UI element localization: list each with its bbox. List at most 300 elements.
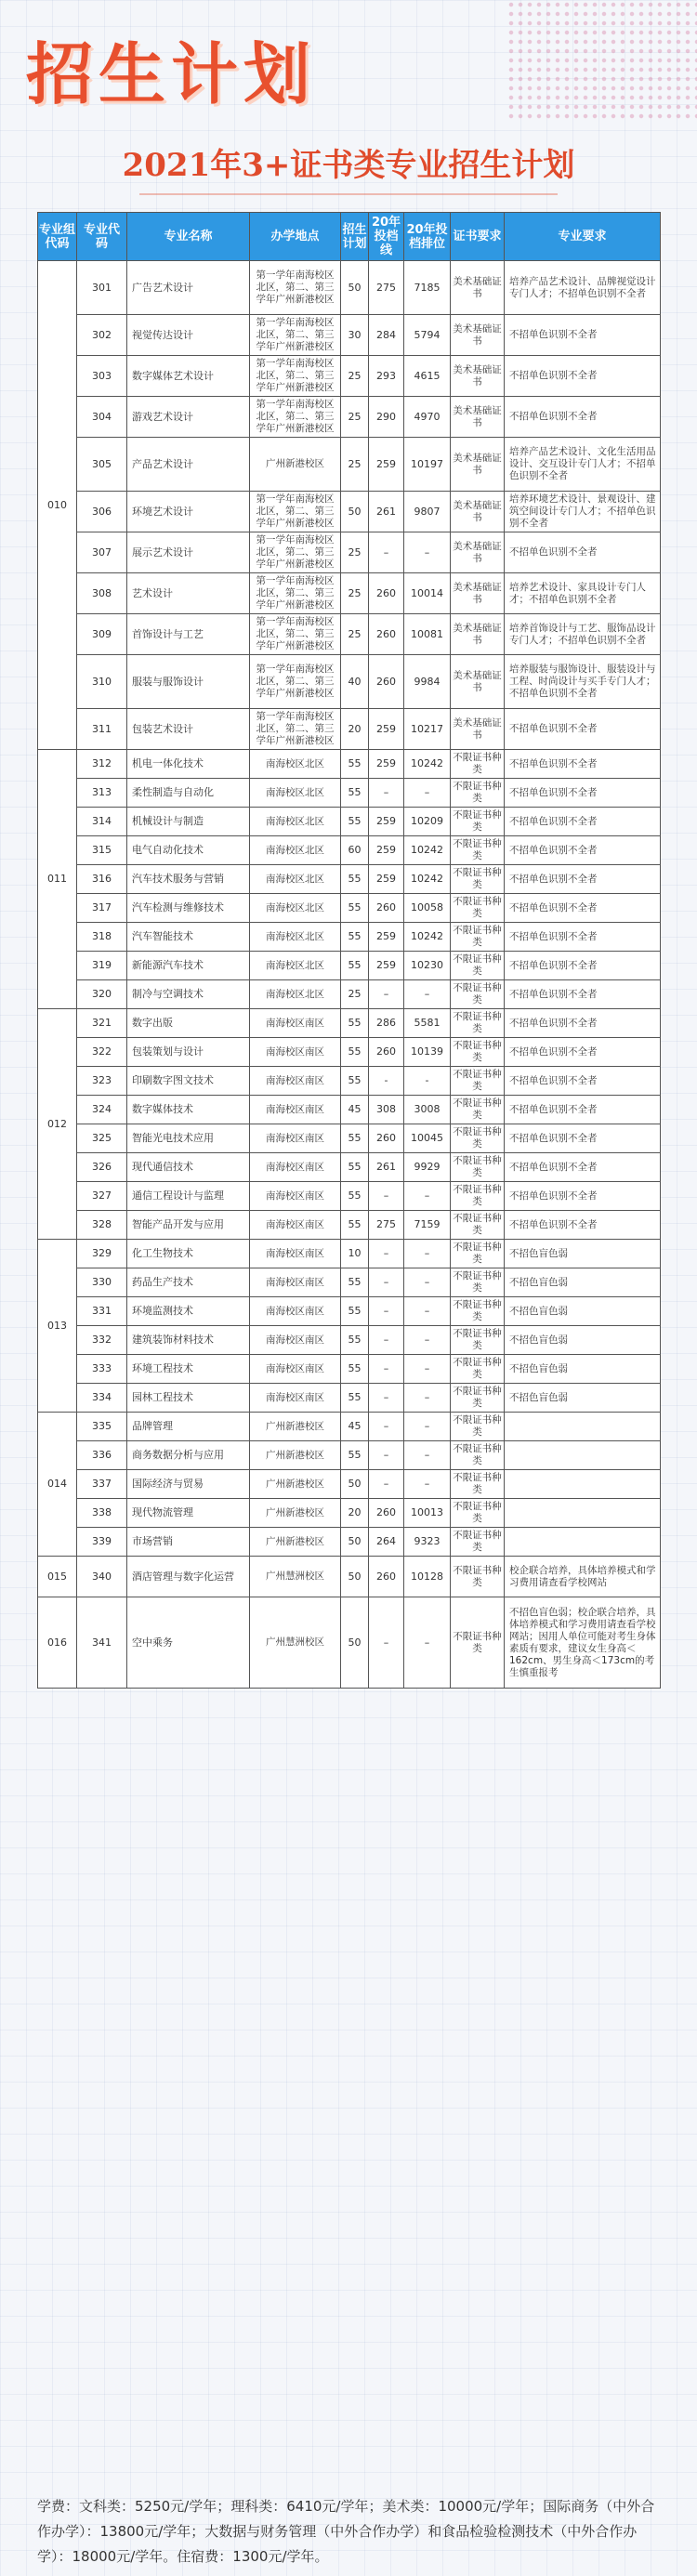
major-name: 现代物流管理: [127, 1499, 250, 1528]
major-name: 药品生产技术: [127, 1268, 250, 1297]
admission-score: 308: [369, 1096, 404, 1124]
table-body: [38, 261, 661, 1689]
certificate-requirement: 不限证书种类: [451, 980, 505, 1009]
table-row: [38, 315, 661, 356]
table-row: [38, 1413, 661, 1441]
major-name: 园林工程技术: [127, 1384, 250, 1413]
table-row: [38, 709, 661, 750]
plan-count: 50: [341, 1470, 369, 1499]
major-name: 建筑装饰材料技术: [127, 1326, 250, 1355]
table-row: [38, 356, 661, 397]
major-code: 337: [77, 1470, 127, 1499]
admission-rank: 3008: [404, 1096, 451, 1124]
table-row: [38, 865, 661, 894]
plan-count: 55: [341, 894, 369, 923]
campus-location: 第一学年南海校区北区，第二、第三学年广州新港校区: [250, 532, 341, 573]
table-row: [38, 808, 661, 836]
major-requirement: 不招色盲色弱: [505, 1268, 661, 1297]
admission-score: 259: [369, 952, 404, 980]
major-name: 酒店管理与数字化运营: [127, 1557, 250, 1597]
major-requirement: 不招单色识别不全者: [505, 980, 661, 1009]
campus-location: 第一学年南海校区北区，第二、第三学年广州新港校区: [250, 397, 341, 438]
major-code: 305: [77, 438, 127, 492]
admission-rank: –: [404, 1355, 451, 1384]
group-code: 011: [38, 750, 77, 1009]
table-row: [38, 1038, 661, 1067]
plan-count: 45: [341, 1413, 369, 1441]
table-row: [38, 1182, 661, 1211]
table-row: [38, 1499, 661, 1528]
campus-location: 南海校区北区: [250, 779, 341, 808]
certificate-requirement: 美术基础证书: [451, 709, 505, 750]
campus-location: 第一学年南海校区北区，第二、第三学年广州新港校区: [250, 261, 341, 315]
title-divider: [139, 193, 558, 195]
plan-count: 55: [341, 779, 369, 808]
plan-count: 50: [341, 1597, 369, 1689]
major-code: 324: [77, 1096, 127, 1124]
admission-rank: 4970: [404, 397, 451, 438]
certificate-requirement: 不限证书种类: [451, 865, 505, 894]
major-name: 产品艺术设计: [127, 438, 250, 492]
campus-location: 广州新港校区: [250, 1528, 341, 1557]
campus-location: 广州新港校区: [250, 438, 341, 492]
major-requirement: 不招单色识别不全者: [505, 532, 661, 573]
campus-location: 广州慧洲校区: [250, 1597, 341, 1689]
major-code: 322: [77, 1038, 127, 1067]
major-code: 332: [77, 1326, 127, 1355]
major-code: 328: [77, 1211, 127, 1240]
table-row: [38, 1297, 661, 1326]
admission-rank: –: [404, 1240, 451, 1268]
campus-location: 南海校区南区: [250, 1009, 341, 1038]
plan-count: 55: [341, 1384, 369, 1413]
table-row: [38, 1528, 661, 1557]
certificate-requirement: 不限证书种类: [451, 750, 505, 779]
admission-score: 259: [369, 865, 404, 894]
major-requirement: [505, 1499, 661, 1528]
major-code: 306: [77, 492, 127, 532]
admission-score: 286: [369, 1009, 404, 1038]
admission-score: 261: [369, 1153, 404, 1182]
major-requirement: 不招单色识别不全者: [505, 779, 661, 808]
admission-rank: 10139: [404, 1038, 451, 1067]
table-row: [38, 779, 661, 808]
major-code: 341: [77, 1597, 127, 1689]
table-row: [38, 438, 661, 492]
campus-location: 广州新港校区: [250, 1499, 341, 1528]
certificate-requirement: 美术基础证书: [451, 315, 505, 356]
plan-count: 25: [341, 397, 369, 438]
major-requirement: 不招单色识别不全者: [505, 894, 661, 923]
major-name: 国际经济与贸易: [127, 1470, 250, 1499]
admission-rank: 10242: [404, 836, 451, 865]
plan-count: 30: [341, 315, 369, 356]
table-row: [38, 1326, 661, 1355]
major-code: 335: [77, 1413, 127, 1441]
table-row: [38, 1441, 661, 1470]
plan-count: 55: [341, 1441, 369, 1470]
admission-score: 264: [369, 1528, 404, 1557]
table-row: [38, 952, 661, 980]
admission-score: –: [369, 1441, 404, 1470]
admission-rank: –: [404, 1441, 451, 1470]
admission-score: 260: [369, 1124, 404, 1153]
admission-score: –: [369, 980, 404, 1009]
fee-note: 学费：文科类：5250元/学年；理科类：6410元/学年；美术类：10000元/学年；国际商务（中外合作办学）：13800元/学年；大数据与财务管理（中外合作办学）和食品检验检测技术（中外合作办学）：18000元/学年。住宿费：1300元/学年。: [37, 2498, 655, 2565]
decorative-dots: [506, 0, 697, 121]
major-requirement: 培养产品艺术设计、品牌视觉设计专门人才；不招单色识别不全者: [505, 261, 661, 315]
admission-score: 260: [369, 1557, 404, 1597]
major-requirement: 不招单色识别不全者: [505, 952, 661, 980]
campus-location: 南海校区北区: [250, 980, 341, 1009]
certificate-requirement: 不限证书种类: [451, 1124, 505, 1153]
admission-score: 260: [369, 573, 404, 614]
certificate-requirement: 不限证书种类: [451, 1240, 505, 1268]
campus-location: 南海校区南区: [250, 1038, 341, 1067]
major-name: 包装艺术设计: [127, 709, 250, 750]
major-name: 印刷数字图文技术: [127, 1067, 250, 1096]
major-requirement: 不招单色识别不全者: [505, 836, 661, 865]
admission-rank: -: [404, 1067, 451, 1096]
plan-count: 55: [341, 1153, 369, 1182]
certificate-requirement: 不限证书种类: [451, 1067, 505, 1096]
admission-score: 284: [369, 315, 404, 356]
major-requirement: 不招单色识别不全者: [505, 1067, 661, 1096]
enrollment-table-container: [37, 212, 660, 1689]
campus-location: 第一学年南海校区北区，第二、第三学年广州新港校区: [250, 709, 341, 750]
certificate-requirement: 不限证书种类: [451, 1096, 505, 1124]
certificate-requirement: 不限证书种类: [451, 1413, 505, 1441]
admission-rank: –: [404, 532, 451, 573]
major-code: 313: [77, 779, 127, 808]
major-code: 309: [77, 614, 127, 655]
major-code: 303: [77, 356, 127, 397]
campus-location: 第一学年南海校区北区，第二、第三学年广州新港校区: [250, 356, 341, 397]
major-name: 数字出版: [127, 1009, 250, 1038]
major-code: 339: [77, 1528, 127, 1557]
major-requirement: 不招单色识别不全者: [505, 709, 661, 750]
admission-score: 260: [369, 655, 404, 709]
major-name: 汽车检测与维修技术: [127, 894, 250, 923]
major-code: 308: [77, 573, 127, 614]
admission-score: 259: [369, 923, 404, 952]
campus-location: 南海校区南区: [250, 1240, 341, 1268]
campus-location: 第一学年南海校区北区，第二、第三学年广州新港校区: [250, 315, 341, 356]
certificate-requirement: 不限证书种类: [451, 894, 505, 923]
major-requirement: 不招单色识别不全者: [505, 1182, 661, 1211]
major-code: 314: [77, 808, 127, 836]
plan-count: 55: [341, 1182, 369, 1211]
major-name: 制冷与空调技术: [127, 980, 250, 1009]
plan-count: 55: [341, 1038, 369, 1067]
group-code: 010: [38, 261, 77, 750]
major-name: 环境艺术设计: [127, 492, 250, 532]
plan-count: 55: [341, 808, 369, 836]
major-name: 首饰设计与工艺: [127, 614, 250, 655]
certificate-requirement: 不限证书种类: [451, 1326, 505, 1355]
admission-rank: 5581: [404, 1009, 451, 1038]
campus-location: 南海校区南区: [250, 1211, 341, 1240]
column-header: 专业组代码: [38, 213, 77, 261]
admission-score: –: [369, 1384, 404, 1413]
certificate-requirement: 不限证书种类: [451, 1153, 505, 1182]
major-requirement: 不招单色识别不全者: [505, 315, 661, 356]
plan-count: 10: [341, 1240, 369, 1268]
admission-score: –: [369, 1355, 404, 1384]
admission-score: 275: [369, 261, 404, 315]
certificate-requirement: 不限证书种类: [451, 1038, 505, 1067]
campus-location: 南海校区南区: [250, 1326, 341, 1355]
major-name: 展示艺术设计: [127, 532, 250, 573]
plan-count: 55: [341, 750, 369, 779]
plan-count: 55: [341, 1124, 369, 1153]
admission-score: 259: [369, 836, 404, 865]
major-requirement: 不招单色识别不全者: [505, 1038, 661, 1067]
admission-rank: –: [404, 1182, 451, 1211]
major-code: 325: [77, 1124, 127, 1153]
major-name: 商务数据分析与应用: [127, 1441, 250, 1470]
admission-score: 259: [369, 808, 404, 836]
column-header: 专业要求: [505, 213, 661, 261]
major-name: 空中乘务: [127, 1597, 250, 1689]
admission-score: 260: [369, 1038, 404, 1067]
major-name: 化工生物技术: [127, 1240, 250, 1268]
major-requirement: 不招单色识别不全者: [505, 356, 661, 397]
certificate-requirement: 不限证书种类: [451, 1009, 505, 1038]
major-name: 汽车技术服务与营销: [127, 865, 250, 894]
table-row: [38, 261, 661, 315]
campus-location: 南海校区北区: [250, 808, 341, 836]
admission-score: 260: [369, 894, 404, 923]
table-row: [38, 532, 661, 573]
major-requirement: 不招单色识别不全者: [505, 923, 661, 952]
admission-rank: –: [404, 1326, 451, 1355]
certificate-requirement: 不限证书种类: [451, 1182, 505, 1211]
major-requirement: 培养艺术设计、家具设计专门人才；不招单色识别不全者: [505, 573, 661, 614]
major-code: 327: [77, 1182, 127, 1211]
campus-location: 南海校区北区: [250, 894, 341, 923]
admission-score: -: [369, 1067, 404, 1096]
table-row: [38, 750, 661, 779]
major-code: 315: [77, 836, 127, 865]
major-name: 机械设计与制造: [127, 808, 250, 836]
major-code: 329: [77, 1240, 127, 1268]
plan-count: 25: [341, 532, 369, 573]
campus-location: 南海校区南区: [250, 1384, 341, 1413]
major-name: 环境监测技术: [127, 1297, 250, 1326]
admission-rank: 10081: [404, 614, 451, 655]
table-row: [38, 1096, 661, 1124]
major-requirement: 不招色盲色弱: [505, 1326, 661, 1355]
plan-count: 55: [341, 1326, 369, 1355]
plan-count: 55: [341, 1009, 369, 1038]
plan-count: 50: [341, 492, 369, 532]
admission-rank: 10128: [404, 1557, 451, 1597]
major-name: 数字媒体技术: [127, 1096, 250, 1124]
admission-rank: 9807: [404, 492, 451, 532]
certificate-requirement: 不限证书种类: [451, 1355, 505, 1384]
admission-score: –: [369, 1597, 404, 1689]
table-row: [38, 573, 661, 614]
major-requirement: 不招色盲色弱；校企联合培养，具体培养模式和学习费用请查看学校网站；因用人单位可能对考生身体素质有要求，建议女生身高＜162cm、男生身高＜173cm的考生慎重报考: [505, 1597, 661, 1689]
major-code: 326: [77, 1153, 127, 1182]
certificate-requirement: 美术基础证书: [451, 356, 505, 397]
major-requirement: 不招单色识别不全者: [505, 1211, 661, 1240]
major-code: 338: [77, 1499, 127, 1528]
major-code: 321: [77, 1009, 127, 1038]
campus-location: 南海校区南区: [250, 1268, 341, 1297]
table-row: [38, 1470, 661, 1499]
plan-count: 55: [341, 1268, 369, 1297]
plan-count: 20: [341, 709, 369, 750]
admission-rank: –: [404, 980, 451, 1009]
plan-count: 40: [341, 655, 369, 709]
certificate-requirement: 美术基础证书: [451, 261, 505, 315]
table-row: [38, 1009, 661, 1038]
table-row: [38, 1124, 661, 1153]
certificate-requirement: 美术基础证书: [451, 614, 505, 655]
certificate-requirement: 不限证书种类: [451, 836, 505, 865]
table-row: [38, 1211, 661, 1240]
major-code: 304: [77, 397, 127, 438]
major-code: 307: [77, 532, 127, 573]
table-row: [38, 1355, 661, 1384]
certificate-requirement: 美术基础证书: [451, 397, 505, 438]
major-code: 320: [77, 980, 127, 1009]
plan-count: 25: [341, 356, 369, 397]
major-requirement: 不招单色识别不全者: [505, 1153, 661, 1182]
campus-location: 南海校区南区: [250, 1124, 341, 1153]
certificate-requirement: 不限证书种类: [451, 1499, 505, 1528]
major-name: 汽车智能技术: [127, 923, 250, 952]
admission-rank: 10217: [404, 709, 451, 750]
column-header: 20年投档排位: [404, 213, 451, 261]
major-name: 通信工程设计与监理: [127, 1182, 250, 1211]
campus-location: 南海校区南区: [250, 1182, 341, 1211]
major-code: 334: [77, 1384, 127, 1413]
admission-rank: –: [404, 1413, 451, 1441]
admission-score: –: [369, 1470, 404, 1499]
admission-score: –: [369, 532, 404, 573]
admission-score: 259: [369, 750, 404, 779]
table-row: [38, 1384, 661, 1413]
major-code: 323: [77, 1067, 127, 1096]
campus-location: 广州新港校区: [250, 1413, 341, 1441]
campus-location: 南海校区南区: [250, 1153, 341, 1182]
major-requirement: 校企联合培养，具体培养模式和学习费用请查看学校网站: [505, 1557, 661, 1597]
plan-count: 55: [341, 1355, 369, 1384]
campus-location: 南海校区南区: [250, 1297, 341, 1326]
major-code: 340: [77, 1557, 127, 1597]
major-requirement: 不招单色识别不全者: [505, 1009, 661, 1038]
column-header: 专业名称: [127, 213, 250, 261]
admission-rank: 10242: [404, 750, 451, 779]
major-requirement: 不招单色识别不全者: [505, 397, 661, 438]
major-code: 312: [77, 750, 127, 779]
major-requirement: 培养产品艺术设计、文化生活用品设计、交互设计专门人才；不招单色识别不全者: [505, 438, 661, 492]
admission-score: 290: [369, 397, 404, 438]
campus-location: 第一学年南海校区北区，第二、第三学年广州新港校区: [250, 573, 341, 614]
certificate-requirement: 美术基础证书: [451, 532, 505, 573]
certificate-requirement: 不限证书种类: [451, 1557, 505, 1597]
admission-score: 259: [369, 438, 404, 492]
campus-location: 南海校区北区: [250, 750, 341, 779]
plan-count: 55: [341, 1211, 369, 1240]
campus-location: 南海校区南区: [250, 1067, 341, 1096]
column-header: 20年投档线: [369, 213, 404, 261]
campus-location: 广州慧洲校区: [250, 1557, 341, 1597]
major-name: 视觉传达设计: [127, 315, 250, 356]
major-name: 市场营销: [127, 1528, 250, 1557]
group-code: 013: [38, 1240, 77, 1413]
major-name: 智能产品开发与应用: [127, 1211, 250, 1240]
admission-rank: 5794: [404, 315, 451, 356]
plan-count: 25: [341, 573, 369, 614]
major-code: 310: [77, 655, 127, 709]
admission-rank: 10014: [404, 573, 451, 614]
certificate-requirement: 不限证书种类: [451, 1211, 505, 1240]
major-code: 301: [77, 261, 127, 315]
plan-count: 55: [341, 952, 369, 980]
major-requirement: 不招单色识别不全者: [505, 808, 661, 836]
major-code: 318: [77, 923, 127, 952]
campus-location: 南海校区北区: [250, 923, 341, 952]
table-row: [38, 923, 661, 952]
plan-count: 55: [341, 1297, 369, 1326]
plan-count: 50: [341, 261, 369, 315]
campus-location: 第一学年南海校区北区，第二、第三学年广州新港校区: [250, 655, 341, 709]
major-name: 艺术设计: [127, 573, 250, 614]
major-code: 330: [77, 1268, 127, 1297]
major-name: 品牌管理: [127, 1413, 250, 1441]
certificate-requirement: 不限证书种类: [451, 1384, 505, 1413]
admission-rank: 9984: [404, 655, 451, 709]
plan-count: 50: [341, 1557, 369, 1597]
plan-count: 50: [341, 1528, 369, 1557]
certificate-requirement: 不限证书种类: [451, 1268, 505, 1297]
admission-rank: 10242: [404, 865, 451, 894]
certificate-requirement: 不限证书种类: [451, 1597, 505, 1689]
major-requirement: [505, 1413, 661, 1441]
major-code: 316: [77, 865, 127, 894]
major-requirement: [505, 1470, 661, 1499]
certificate-requirement: 不限证书种类: [451, 923, 505, 952]
major-requirement: 不招单色识别不全者: [505, 1124, 661, 1153]
major-code: 333: [77, 1355, 127, 1384]
major-name: 柔性制造与自动化: [127, 779, 250, 808]
campus-location: 南海校区北区: [250, 952, 341, 980]
page-title: 招生计划: [26, 35, 317, 113]
major-requirement: 不招色盲色弱: [505, 1355, 661, 1384]
table-row: [38, 492, 661, 532]
major-name: 新能源汽车技术: [127, 952, 250, 980]
admission-score: 261: [369, 492, 404, 532]
major-name: 现代通信技术: [127, 1153, 250, 1182]
table-header-row: [38, 213, 661, 261]
major-name: 包装策划与设计: [127, 1038, 250, 1067]
major-name: 环境工程技术: [127, 1355, 250, 1384]
major-code: 317: [77, 894, 127, 923]
major-name: 智能光电技术应用: [127, 1124, 250, 1153]
major-name: 数字媒体艺术设计: [127, 356, 250, 397]
major-code: 331: [77, 1297, 127, 1326]
campus-location: 南海校区北区: [250, 836, 341, 865]
certificate-requirement: 不限证书种类: [451, 1528, 505, 1557]
admission-score: –: [369, 1182, 404, 1211]
major-code: 311: [77, 709, 127, 750]
table-row: [38, 1153, 661, 1182]
admission-rank: –: [404, 1268, 451, 1297]
